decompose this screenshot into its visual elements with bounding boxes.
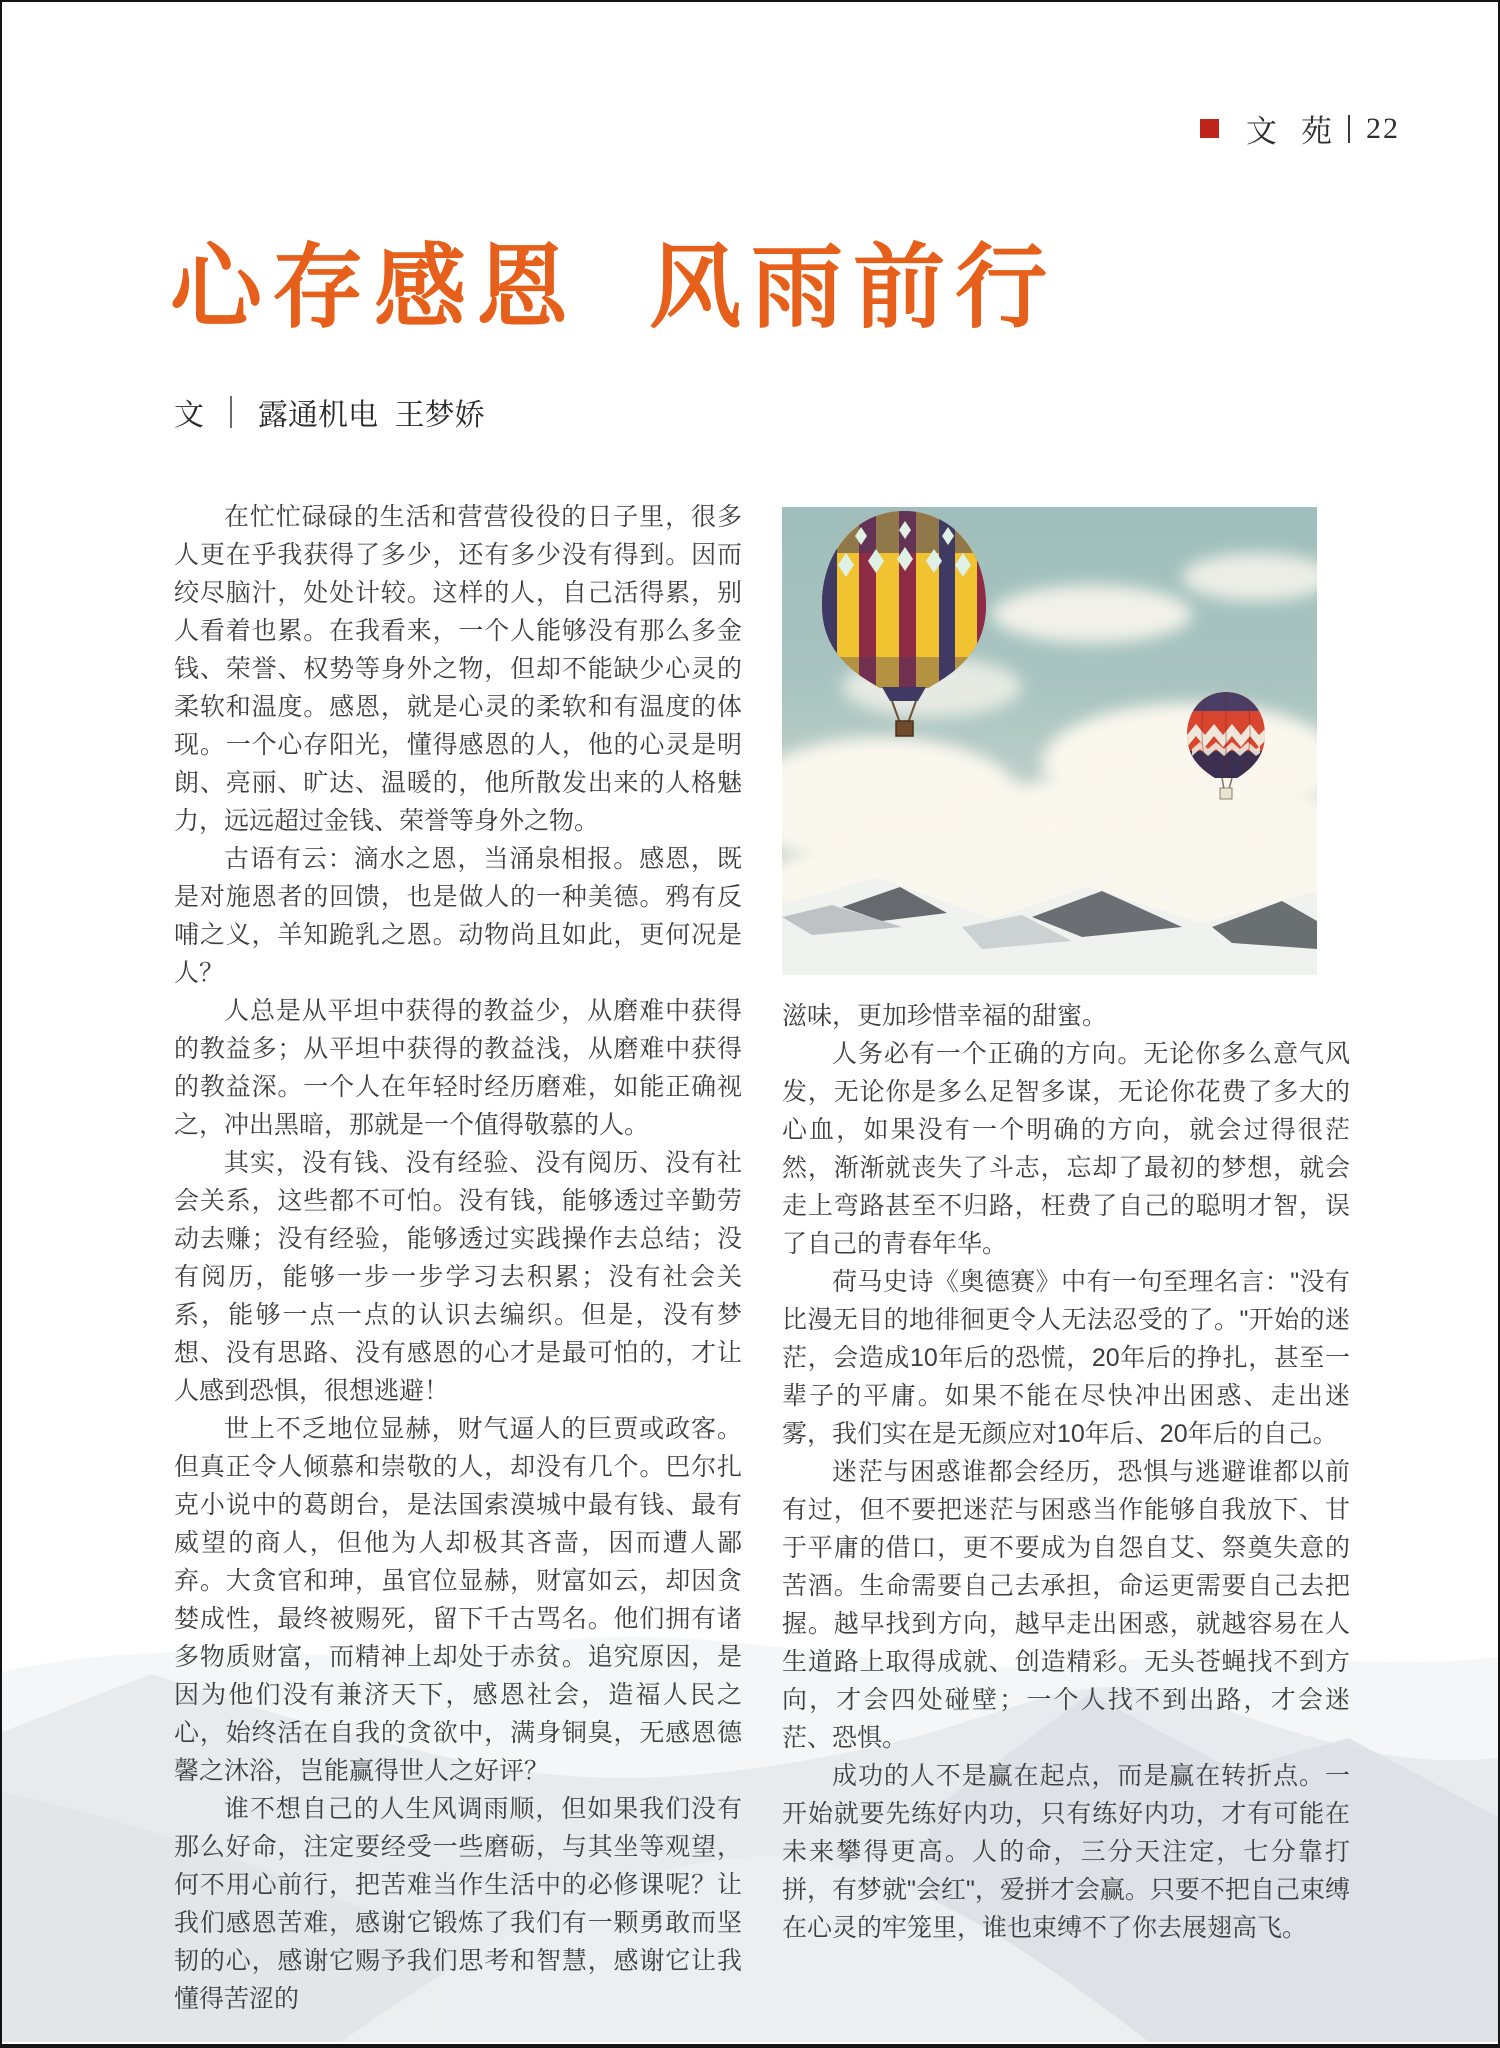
byline-divider [230, 396, 232, 428]
section-name-char: 文 [1246, 114, 1277, 149]
right-column [782, 507, 1350, 1947]
large-hot-air-balloon [804, 507, 1006, 739]
paragraph: 成功的人不是赢在起点，而是赢在转折点。一开始就要先练好内功，只有练好内功，才有可能在未来攀得更高。人的命，三分天注定，七分靠打拼，有梦就"会红"，爱拼才会赢。只要不把自己束缚在心灵的牢笼里，谁也束缚不了你去展翅高飞。 [782, 1762, 1350, 1942]
byline-label: 文 [174, 399, 204, 432]
byline [174, 390, 485, 434]
balloons-photo [782, 507, 1317, 975]
paragraph: 古语有云：滴水之恩，当涌泉相报。感恩，既是对施恩者的回馈，也是做人的一种美德。鸦有反哺之义，羊知跪乳之恩。动物尚且如此，更何况是人？ [174, 845, 742, 987]
header-divider [1348, 115, 1350, 143]
paragraph: 在忙忙碌碌的生活和营营役役的日子里，很多人更在乎我获得了多少，还有多少没有得到。因而绞尽脑汁，处处计较。这样的人，自己活得累，别人看着也累。在我看来，一个人能够没有那么多金钱、荣誉、权势等身外之物，但却不能缺少心灵的柔软和温度。感恩，就是心灵的柔软和有温度的体现。一个心存阳光，懂得感恩的人，他的心灵是明朗、亮丽、旷达、温暖的，他所散发出来的人格魅力，远远超过金钱、荣誉等身外之物。 [174, 503, 742, 835]
page-header [1200, 106, 1400, 151]
paragraph: 其实，没有钱、没有经验、没有阅历、没有社会关系，这些都不可怕。没有钱，能够透过辛勤劳动去赚；没有经验，能够透过实践操作去总结；没有阅历，能够一步一步学习去积累；没有社会关系，能够一点一点的认识去编织。但是，没有梦想、没有思路、没有感恩的心才是最可怕的，才让人感到恐惧，很想逃避！ [174, 1149, 742, 1405]
paragraph: 谁不想自己的人生风调雨顺，但如果我们没有那么好命，注定要经受一些磨砺，与其坐等观望，何不用心前行，把苦难当作生活中的必修课呢？让我们感恩苦难，感谢它锻炼了我们有一颗勇敢而坚韧的心，感谢它赐予我们思考和智慧，感谢它让我懂得苦涩的 [174, 1795, 742, 2013]
article-title: 心存感恩 风雨前行 [170, 237, 1058, 339]
paragraph: 迷茫与困惑谁都会经历，恐惧与逃避谁都以前有过，但不要把迷茫与困惑当作能够自我放下、甘于平庸的借口，更不要成为自怨自艾、祭奠失意的苦酒。生命需要自己去承担，命运更需要自己去把握。越早找到方向，越早走出困惑，就越容易在人生道路上取得成就、创造精彩。无头苍蝇找不到方向，才会四处碰壁；一个人找不到出路，才会迷茫、恐惧。 [782, 1458, 1350, 1752]
byline-author: 露通机电 王梦娇 [258, 399, 485, 432]
small-hot-air-balloon [1180, 689, 1272, 801]
section-name-char: 苑 [1301, 114, 1332, 149]
red-square-icon [1200, 119, 1219, 138]
cloud [992, 585, 1192, 643]
paragraph: 人务必有一个正确的方向。无论你多么意气风发，无论你是多么足智多谋，无论你花费了多大的心血，如果没有一个明确的方向，就会过得很茫然，渐渐就丧失了斗志，忘却了最初的梦想，就会走上弯路甚至不归路，枉费了自己的聪明才智，误了自己的青春年华。 [782, 1040, 1350, 1258]
page-number: 22 [1366, 111, 1400, 145]
paragraph: 世上不乏地位显赫，财气逼人的巨贾或政客。但真正令人倾慕和崇敬的人，却没有几个。巴尔扎克小说中的葛朗台，是法国索漠城中最有钱、最有威望的商人，但他为人却极其吝啬，因而遭人鄙弃。大贪官和珅，虽官位显赫，财富如云，却因贪婪成性，最终被赐死，留下千古骂名。他们拥有诸多物质财富，而精神上却处于赤贫。追究原因，是因为他们没有兼济天下，感恩社会，造福人民之心，始终活在自我的贪欲中，满身铜臭，无感恩德馨之沐浴，岂能赢得世人之好评？ [174, 1415, 742, 1785]
paragraph: 荷马史诗《奥德赛》中有一句至理名言："没有比漫无目的地徘徊更令人无法忍受的了。"开始的迷茫，会造成10年后的恐慌，20年后的挣扎，甚至一辈子的平庸。如果不能在尽快冲出困惑、走出迷雾，我们实在是无颜应对10年后、20年后的自己。 [782, 1268, 1350, 1448]
paragraph-continuation: 滋味，更加珍惜幸福的甜蜜。 [782, 1002, 1108, 1030]
left-column [174, 498, 742, 2018]
cloud [1182, 553, 1317, 601]
paragraph: 人总是从平坦中获得的教益少，从磨难中获得的教益多；从平坦中获得的教益浅，从磨难中获得的教益深。一个人在年轻时经历磨难，如能正确视之，冲出黑暗，那就是一个值得敬慕的人。 [174, 997, 742, 1139]
snow-mountains [782, 857, 1317, 975]
